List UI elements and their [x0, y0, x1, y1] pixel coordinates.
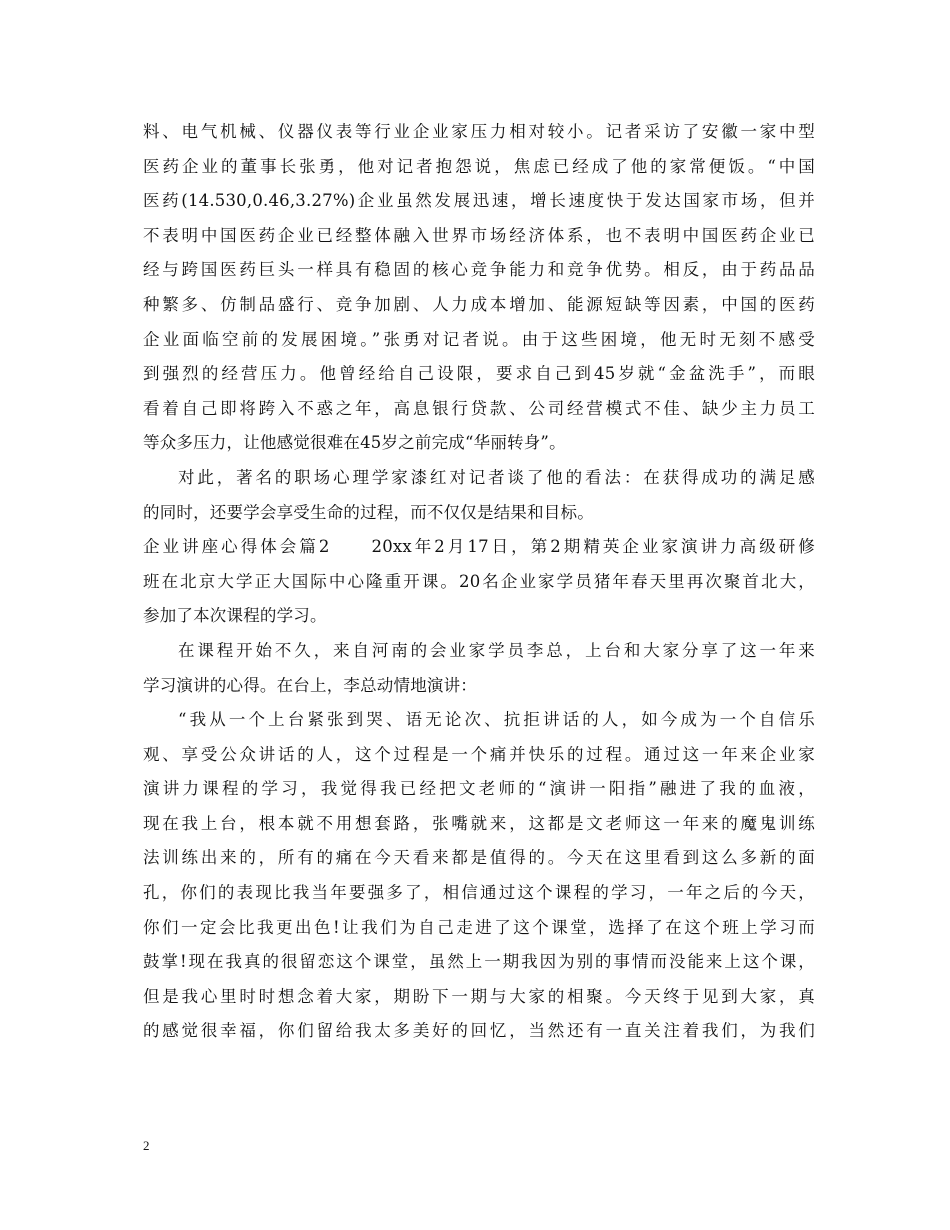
text-line: 的同时，还要学会享受生命的过程，而不仅仅是结果和目标。 — [143, 502, 594, 522]
text-line: 到强烈的经营压力。他曾经给自己设限，要求自己到45岁就“金盆洗手”，而眼 — [143, 364, 815, 384]
text-line: 但是我心里时时想念着大家，期盼下一期与大家的相聚。今天终于见到大家，真 — [143, 986, 815, 1006]
text-line: 你们一定会比我更出色!让我们为自己走进了这个课堂，选择了在这个班上学习而 — [143, 917, 815, 937]
text-line: 医药(14.530,0.46,3.27%)企业虽然发展迅速，增长速度快于发达国家市场，但并 — [143, 191, 815, 211]
text-line: 料、电气机械、仪器仪表等行业企业家压力相对较小。记者采访了安徽一家中型 — [143, 122, 815, 141]
text-line: 孔，你们的表现比我当年要强多了，相信通过这个课程的学习，一年之后的今天， — [143, 883, 815, 903]
text-line: 等众多压力，让他感觉很难在45岁之前完成“华丽转身”。 — [143, 433, 566, 453]
text-line: 参加了本次课程的学习。 — [143, 606, 327, 626]
text-line: 的感觉很幸福，你们留给我太多美好的回忆，当然还有一直关注着我们，为我们 — [143, 1021, 815, 1041]
body-text — [143, 115, 815, 1049]
text-line: 对此，著名的职场心理学家漆红对记者谈了他的看法：在获得成功的满足感 — [178, 467, 815, 487]
text-line: 法训练出来的，所有的痛在今天看来都是值得的。今天在这里看到这么多新的面 — [143, 848, 815, 868]
text-line: 看着自己即将跨入不惑之年，高息银行贷款、公司经营模式不佳、缺少主力员工 — [143, 398, 815, 418]
text-line: 医药企业的董事长张勇，他对记者抱怨说，焦虑已经成了他的家常便饭。“中国 — [143, 156, 815, 176]
text-line: 企业面临空前的发展困境。”张勇对记者说。由于这些困境，他无时无刻不感受 — [143, 329, 815, 349]
text-line: 现在我上台，根本就不用想套路，张嘴就来，这都是文老师这一年来的魔鬼训练 — [143, 813, 815, 833]
text-line: “我从一个上台紧张到哭、语无论次、抗拒讲话的人，如今成为一个自信乐 — [178, 710, 815, 730]
text-line: 学习演讲的心得。在台上，李总动情地演讲： — [143, 675, 477, 695]
text-line: 种繁多、仿制品盛行、竞争加剧、人力成本增加、能源短缺等因素，中国的医药 — [143, 294, 815, 314]
text-line: 观、享受公众讲话的人，这个过程是一个痛并快乐的过程。通过这一年来企业家 — [143, 744, 815, 764]
text-line: 在课程开始不久，来自河南的会业家学员李总，上台和大家分享了这一年来 — [178, 640, 815, 660]
text-line: 鼓掌!现在我真的很留恋这个课堂，虽然上一期我因为别的事情而没能来上这个课， — [143, 952, 815, 972]
text-line: 企业讲座心得体会篇2 20xx年2月17日，第2期精英企业家演讲力高级研修 — [143, 537, 815, 557]
text-line: 演讲力课程的学习，我觉得我已经把文老师的“演讲一阳指”融进了我的血液， — [143, 779, 815, 799]
text-line: 不表明中国医药企业已经整体融入世界市场经济体系，也不表明中国医药企业已 — [143, 225, 815, 245]
text-line: 经与跨国医药巨头一样具有稳固的核心竞争能力和竞争优势。相反，由于药品品 — [143, 260, 815, 280]
page-number: 2 — [143, 1138, 150, 1153]
text-line: 班在北京大学正大国际中心隆重开课。20名企业家学员猪年春天里再次聚首北大， — [143, 571, 815, 591]
